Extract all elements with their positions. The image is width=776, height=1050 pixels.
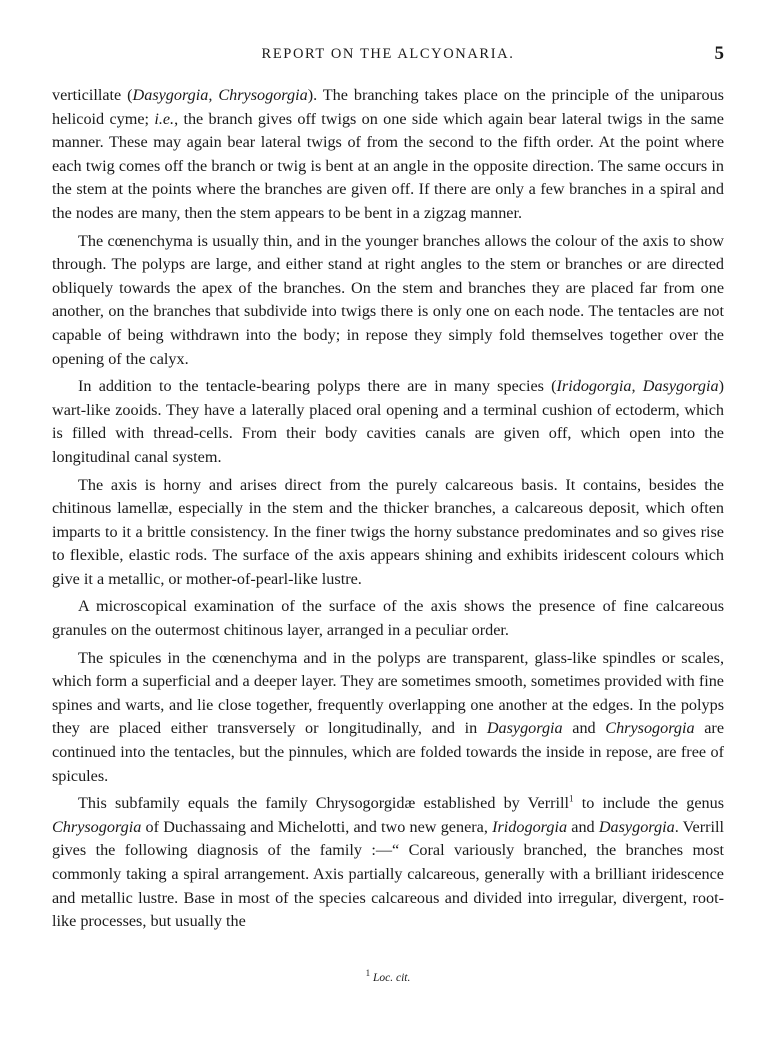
italic-text: i.e. xyxy=(154,109,175,128)
footnote-ref: 1 xyxy=(569,793,574,804)
text-run: This subfamily equals the family Chrysogorgidæ established by Verrill xyxy=(78,794,570,813)
text-run: and xyxy=(562,719,606,738)
text-run: to include the genus xyxy=(573,794,724,813)
italic-text: Dasygorgia xyxy=(598,817,675,836)
text-run: verticillate ( xyxy=(52,86,133,104)
footnote xyxy=(52,968,724,984)
running-header xyxy=(52,43,724,70)
text-run: The cœnenchyma is usually thin, and in the younger branches allows the colour of the axis to show through. The polyps are large, and either stand at right angles to the stem or branches or are directed obliquely towards the apex of the branches. On the stem and branches they are placed far from one another, on the branches that subdivide into twigs there is only one on each node. The tentacles are not capable of being withdrawn into the body; in repose they simply fold themselves together over the opening of the calyx. xyxy=(52,231,724,368)
text-run: ). The branching takes place on the principle of the uniparous helicoid cyme; xyxy=(52,86,724,128)
text-run: The axis is horny and arises direct from the purely calcareous basis. It contains, besides the chitinous lamellæ, especially in the stem and the thicker branches, a calcareous deposit, which often imparts to it a brittle consistency. In the finer twigs the horny substance predominates and so gives rise to flexible, elastic rods. The surface of the axis appears shining and exhibits iridescent colours which give it a metallic, or mother-of-pearl-like lustre. xyxy=(52,475,724,588)
running-title: REPORT ON THE ALCYONARIA. xyxy=(261,46,515,62)
body-text xyxy=(52,84,724,934)
paragraph xyxy=(52,647,724,789)
paragraph xyxy=(52,792,724,934)
footnote-text: Loc. cit. xyxy=(373,972,411,984)
text-run: . Verrill gives the following diagnosis of the family :—“ Coral variously branched, the branches most commonly taking a spiral arrangement. Axis partially calcareous, generally with a brilliant iridescence and metallic lustre. Base in most of the species calcareous and divided into irregular, divergent, root-like processes, but usually the xyxy=(52,817,725,931)
italic-text: Chrysogorgia xyxy=(52,817,142,836)
paragraph xyxy=(52,230,724,372)
page-number: 5 xyxy=(714,43,724,64)
italic-text: Iridogorgia, Dasygorgia xyxy=(556,377,719,396)
footnote-marker: 1 xyxy=(365,968,371,979)
text-run: ) wart-like zooids. They have a laterally placed oral opening and a terminal cushion of ectoderm, which is filled with thread-cells. From their body cavities canals are given off, which open into the longitudinal canal system. xyxy=(52,377,724,466)
text-run: The spicules in the cœnenchyma and in the polyps are transparent, glass-like spindles or scales, which form a superficial and a deeper layer. They are sometimes smooth, sometimes provided with fine spines and warts, and lie close together, frequently overlapping one another at the edges. In the polyps they are placed either transversely or longitudinally, and in xyxy=(52,648,724,738)
text-run: A microscopical examination of the surface of the axis shows the presence of fine calcareous granules on the outermost chitinous layer, arranged in a peculiar order. xyxy=(52,597,724,640)
text-run: and xyxy=(567,817,599,836)
paragraph xyxy=(52,375,724,469)
paragraph xyxy=(52,474,724,592)
paragraph xyxy=(52,595,724,642)
italic-text: Dasygorgia xyxy=(486,719,563,738)
text-run: , the branch gives off twigs on one side which again bear lateral twigs in the same manner. These may again bear lateral twigs of from the second to the fifth order. At the point where each twig comes off the branch or twig is bent at an angle in the opposite direction. The same occurs in the stem at the points where the branches are given off. If there are only a few branches in a spiral and the nodes are many, then the stem appears to be bent in a zigzag manner. xyxy=(52,109,724,222)
paragraph xyxy=(52,84,724,226)
text-run: of Duchassaing and Michelotti, and two new genera, xyxy=(141,817,493,836)
text-run: In addition to the tentacle-bearing polyps there are in many species ( xyxy=(78,377,557,396)
text-run: are continued into the tentacles, but the pinnules, which are folded towards the inside in repose, are free of spicules. xyxy=(52,719,725,785)
italic-text: Dasygorgia, Chrysogorgia xyxy=(132,86,308,104)
italic-text: Iridogorgia xyxy=(492,817,568,836)
italic-text: Chrysogorgia xyxy=(605,719,695,738)
